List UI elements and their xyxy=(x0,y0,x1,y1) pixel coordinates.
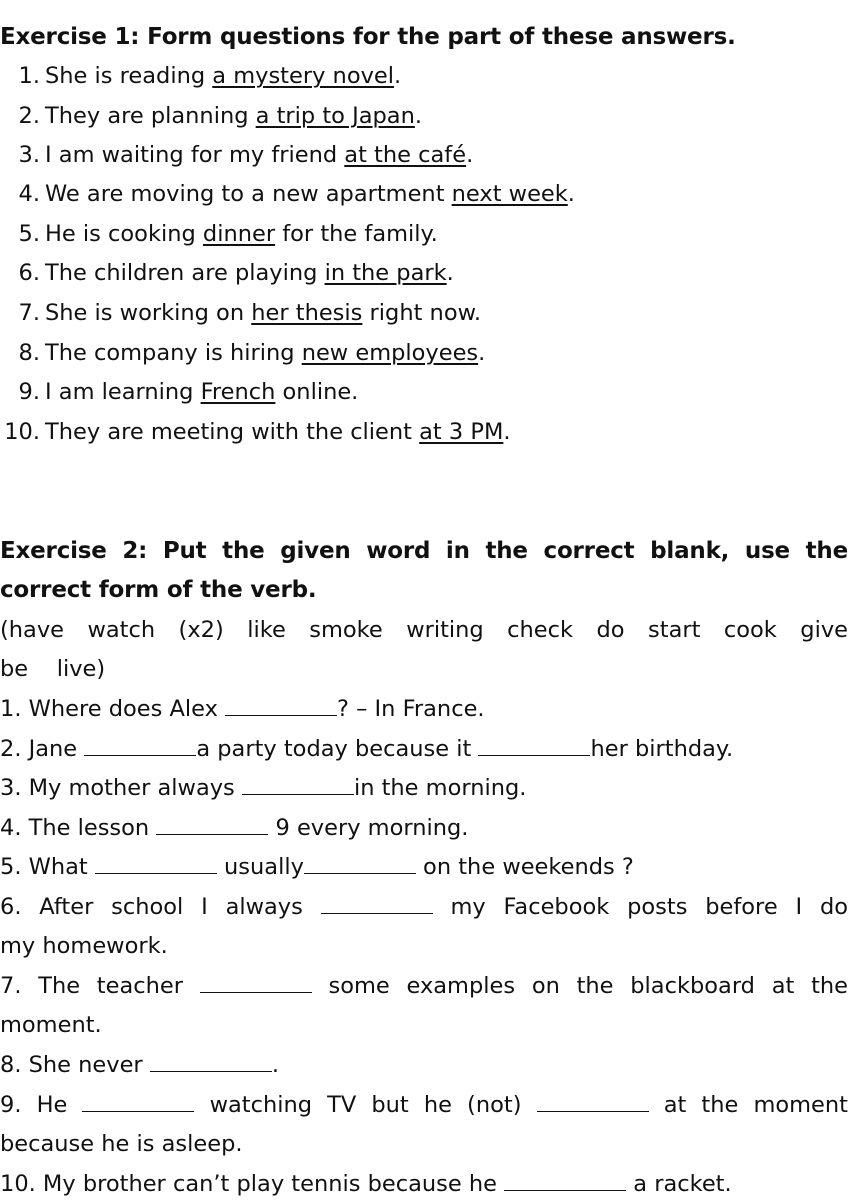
question-10: 10. My brother can’t play tennis because he a racket. xyxy=(0,1166,848,1202)
underlined-answer-part: French xyxy=(200,379,276,405)
answer-blank[interactable] xyxy=(150,1049,272,1072)
underlined-answer-part: new employees xyxy=(301,340,479,366)
question-7: 7. The teacher some examples on the blackboard at the xyxy=(0,968,848,1004)
answer-blank[interactable] xyxy=(537,1089,649,1112)
exercise-1-item xyxy=(0,414,848,450)
question-8: 8. She never . xyxy=(0,1047,848,1083)
answer-blank[interactable] xyxy=(82,1089,194,1112)
item-text: I am learning French online. xyxy=(45,379,359,405)
underlined-answer-part: her thesis xyxy=(251,300,363,326)
item-text: They are planning a trip to Japan. xyxy=(45,103,423,129)
exercise-1-title: Exercise 1: Form questions for the part of these answers. xyxy=(0,24,736,50)
item-number: 10. xyxy=(4,419,40,445)
answer-blank[interactable] xyxy=(504,1168,626,1191)
item-number: 9. xyxy=(18,379,40,405)
answer-blank[interactable] xyxy=(304,851,416,874)
item-number: 6. xyxy=(18,260,40,286)
question-5: 5. What usually on the weekends ? xyxy=(0,849,848,885)
underlined-answer-part: next week xyxy=(451,181,568,207)
underlined-answer-part: a mystery novel xyxy=(212,63,394,89)
item-number: 5. xyxy=(18,221,40,247)
exercise-1-item xyxy=(0,176,848,212)
item-text: She is working on her thesis right now. xyxy=(45,300,482,326)
answer-blank[interactable] xyxy=(156,812,268,835)
answer-blank[interactable] xyxy=(242,772,354,795)
exercise-1-item xyxy=(0,374,848,410)
item-number: 1. xyxy=(18,63,40,89)
answer-blank[interactable] xyxy=(225,693,337,716)
item-number: 3. xyxy=(18,142,40,168)
item-number: 2. xyxy=(18,103,40,129)
underlined-answer-part: at the café xyxy=(344,142,467,168)
item-text: The company is hiring new employees. xyxy=(45,340,486,366)
question-9: 9. He watching TV but he (not) at the moment xyxy=(0,1087,848,1123)
question-9-continued: because he is asleep. xyxy=(0,1131,243,1157)
question-2: 2. Jane a party today because it her birthday. xyxy=(0,731,848,767)
underlined-answer-part: at 3 PM xyxy=(419,419,504,445)
exercise-1-item xyxy=(0,216,848,252)
answer-blank[interactable] xyxy=(95,851,217,874)
underlined-answer-part: in the park xyxy=(324,260,447,286)
item-text: They are meeting with the client at 3 PM. xyxy=(45,419,511,445)
underlined-answer-part: a trip to Japan xyxy=(255,103,415,129)
exercise-1-item xyxy=(0,137,848,173)
item-text: She is reading a mystery novel. xyxy=(45,63,402,89)
answer-blank[interactable] xyxy=(321,891,433,914)
item-number: 4. xyxy=(18,181,40,207)
question-3: 3. My mother always in the morning. xyxy=(0,770,848,806)
question-1: 1. Where does Alex ? – In France. xyxy=(0,691,848,727)
word-bank-line-2: be live) xyxy=(0,656,106,682)
question-7-continued: moment. xyxy=(0,1012,102,1038)
question-6-continued: my homework. xyxy=(0,933,168,959)
answer-blank[interactable] xyxy=(84,733,196,756)
underlined-answer-part: dinner xyxy=(202,221,276,247)
item-text: He is cooking dinner for the family. xyxy=(45,221,438,247)
exercise-1-item xyxy=(0,58,848,94)
question-4: 4. The lesson 9 every morning. xyxy=(0,810,848,846)
question-6: 6. After school I always my Facebook posts before I do xyxy=(0,889,848,925)
item-number: 7. xyxy=(18,300,40,326)
answer-blank[interactable] xyxy=(200,970,312,993)
exercise-1-item xyxy=(0,295,848,331)
word-bank-line-1: (have watch (x2) like smoke writing check do start cook give xyxy=(0,617,848,643)
item-text: We are moving to a new apartment next week. xyxy=(45,181,575,207)
item-text: I am waiting for my friend at the café. xyxy=(45,142,474,168)
exercise-1-item xyxy=(0,255,848,291)
item-number: 8. xyxy=(18,340,40,366)
exercise-2-title-line-2: correct form of the verb. xyxy=(0,577,317,603)
exercise-1-item xyxy=(0,335,848,371)
item-text: The children are playing in the park. xyxy=(45,260,454,286)
exercise-2-title-line-1: Exercise 2: Put the given word in the correct blank, use the xyxy=(0,538,848,564)
exercise-1-item xyxy=(0,98,848,134)
answer-blank[interactable] xyxy=(478,733,590,756)
